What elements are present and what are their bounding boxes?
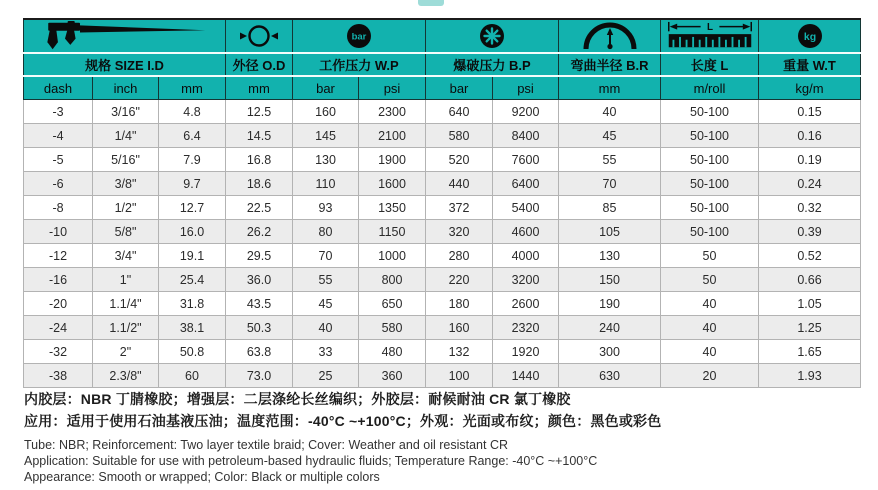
table-row [24,316,861,340]
table-cell: 1.93 [759,364,861,388]
table-cell: 800 [359,268,426,292]
table-cell: 9.7 [159,172,226,196]
wp-header-cell [293,19,426,53]
table-header [24,19,861,100]
table-cell: 580 [359,316,426,340]
table-cell: 50.8 [159,340,226,364]
group-size-id: 规格 SIZE I.D [24,53,226,76]
footer-notes [24,388,864,485]
table-cell: 0.15 [759,100,861,124]
weight-header-cell [759,19,861,53]
table-cell: -16 [24,268,93,292]
group-length: 长度 L [661,53,759,76]
table-cell: 1.25 [759,316,861,340]
table-cell: 50-100 [661,196,759,220]
table-cell: 145 [293,124,359,148]
table-cell: 180 [426,292,493,316]
table-cell: 132 [426,340,493,364]
table-cell: 372 [426,196,493,220]
table-cell: -20 [24,292,93,316]
table-cell: 3/4" [93,244,159,268]
group-burst-pressure: 爆破压力 B.P [426,53,559,76]
table-cell: 60 [159,364,226,388]
table-cell: 85 [559,196,661,220]
od-header-cell [226,19,293,53]
table-cell: 73.0 [226,364,293,388]
svg-text:bar: bar [351,31,367,43]
table-cell: -8 [24,196,93,220]
unit-bp-bar: bar [426,76,493,100]
table-cell: 3200 [493,268,559,292]
unit-inch: inch [93,76,159,100]
table-cell: 1.1/4" [93,292,159,316]
table-cell: 40 [661,316,759,340]
table-cell: 80 [293,220,359,244]
table-cell: 43.5 [226,292,293,316]
table-cell: 20 [661,364,759,388]
caliper-icon [24,20,225,52]
table-cell: 0.52 [759,244,861,268]
table-cell: 16.8 [226,148,293,172]
table-row [24,148,861,172]
cropped-title-fragment [418,0,444,6]
note-zh-application: 应用：适用于使用石油基液压油；温度范围：-40°C ~+100°C；外观：光面或布纹；颜色：黑色或彩色 [24,413,662,429]
unit-kg-m: kg/m [759,76,861,100]
bp-header-cell [426,19,559,53]
table-body [24,100,861,388]
unit-row [24,76,861,100]
group-bend-radius: 弯曲半径 B.R [559,53,661,76]
table-cell: 630 [559,364,661,388]
table-cell: 45 [559,124,661,148]
table-cell: 320 [426,220,493,244]
table-cell: 1440 [493,364,559,388]
table-cell: 45 [293,292,359,316]
table-cell: 240 [559,316,661,340]
table-cell: 25.4 [159,268,226,292]
table-cell: 2100 [359,124,426,148]
unit-mm-od: mm [226,76,293,100]
table-cell: 1000 [359,244,426,268]
note-zh-construction: 内胶层：NBR 丁腈橡胶；增强层：二层涤纶长丝编织；外胶层：耐候耐油 CR 氯丁橡胶 [24,391,571,407]
table-cell: 55 [559,148,661,172]
table-cell: 50.3 [226,316,293,340]
table-cell: 50-100 [661,148,759,172]
table-row [24,100,861,124]
group-outer-diameter: 外径 O.D [226,53,293,76]
table-cell: 360 [359,364,426,388]
table-cell: 7.9 [159,148,226,172]
table-cell: 2" [93,340,159,364]
weight-kg-icon [759,20,860,52]
table-cell: 130 [293,148,359,172]
table-cell: 5/16" [93,148,159,172]
svg-text:L: L [706,21,713,33]
hose-spec-table [23,18,861,388]
table-cell: 5400 [493,196,559,220]
table-cell: 220 [426,268,493,292]
table-cell: 1.05 [759,292,861,316]
table-cell: 0.24 [759,172,861,196]
table-cell: 31.8 [159,292,226,316]
table-cell: 1600 [359,172,426,196]
table-cell: -12 [24,244,93,268]
table-cell: 3/16" [93,100,159,124]
table-row [24,268,861,292]
table-row [24,124,861,148]
group-working-pressure: 工作压力 W.P [293,53,426,76]
table-row [24,220,861,244]
note-en-application: Application: Suitable for use with petroleum-based hydraulic fluids; Temperature Range: -40°C ~+100°C [24,454,598,468]
table-cell: -10 [24,220,93,244]
unit-wp-bar: bar [293,76,359,100]
table-cell: 1/4" [93,124,159,148]
unit-wp-psi: psi [359,76,426,100]
table-cell: 70 [559,172,661,196]
icon-row [24,19,861,53]
table-cell: 3/8" [93,172,159,196]
table-cell: 480 [359,340,426,364]
group-label-row [24,53,861,76]
table-cell: 1/2" [93,196,159,220]
table-cell: 0.19 [759,148,861,172]
table-cell: 14.5 [226,124,293,148]
table-cell: 50 [661,244,759,268]
table-cell: 9200 [493,100,559,124]
table-cell: 0.32 [759,196,861,220]
table-cell: -24 [24,316,93,340]
table-cell: 160 [293,100,359,124]
table-cell: 70 [293,244,359,268]
table-cell: 0.66 [759,268,861,292]
note-en-construction: Tube: NBR; Reinforcement: Two layer textile braid; Cover: Weather and oil resistant CR [24,438,509,452]
table-cell: 100 [426,364,493,388]
table-cell: 5/8" [93,220,159,244]
table-cell: 2300 [359,100,426,124]
length-ruler-icon [661,20,758,52]
bend-radius-icon [559,20,660,52]
table-row [24,292,861,316]
table-cell: 50-100 [661,172,759,196]
table-cell: 16.0 [159,220,226,244]
svg-text:kg: kg [803,31,816,43]
unit-m-roll: m/roll [661,76,759,100]
table-row [24,340,861,364]
table-cell: 12.5 [226,100,293,124]
table-cell: 640 [426,100,493,124]
table-cell: 1.1/2" [93,316,159,340]
table-cell: 650 [359,292,426,316]
table-cell: 1.65 [759,340,861,364]
table-cell: 6.4 [159,124,226,148]
table-cell: -32 [24,340,93,364]
unit-br-mm: mm [559,76,661,100]
unit-dash: dash [24,76,93,100]
table-cell: 0.16 [759,124,861,148]
table-cell: 8400 [493,124,559,148]
table-cell: 6400 [493,172,559,196]
length-header-cell [661,19,759,53]
table-cell: 50-100 [661,124,759,148]
table-cell: 1" [93,268,159,292]
table-cell: -38 [24,364,93,388]
table-cell: 105 [559,220,661,244]
table-cell: 150 [559,268,661,292]
table-cell: 110 [293,172,359,196]
table-cell: 2600 [493,292,559,316]
table-cell: 38.1 [159,316,226,340]
table-cell: -5 [24,148,93,172]
table-cell: 7600 [493,148,559,172]
table-cell: 580 [426,124,493,148]
table-cell: -6 [24,172,93,196]
table-cell: 300 [559,340,661,364]
table-cell: 18.6 [226,172,293,196]
table-row [24,364,861,388]
table-cell: -4 [24,124,93,148]
table-cell: 280 [426,244,493,268]
unit-bp-psi: psi [493,76,559,100]
table-cell: 2.3/8" [93,364,159,388]
table-cell: 40 [661,292,759,316]
table-cell: 93 [293,196,359,220]
table-cell: 4.8 [159,100,226,124]
table-row [24,244,861,268]
table-cell: 190 [559,292,661,316]
table-cell: 2320 [493,316,559,340]
table-row [24,196,861,220]
table-cell: 4600 [493,220,559,244]
table-cell: 520 [426,148,493,172]
table-cell: 55 [293,268,359,292]
table-cell: 50-100 [661,220,759,244]
table-cell: 1920 [493,340,559,364]
table-cell: 40 [559,100,661,124]
br-header-cell [559,19,661,53]
table-cell: 63.8 [226,340,293,364]
table-cell: 1150 [359,220,426,244]
table-cell: 19.1 [159,244,226,268]
table-cell: 0.39 [759,220,861,244]
table-cell: 40 [661,340,759,364]
bar-pressure-icon [293,20,425,52]
size-header-cell [24,19,226,53]
table-cell: 12.7 [159,196,226,220]
table-cell: 25 [293,364,359,388]
outer-diameter-icon [226,20,292,52]
table-cell: 50 [661,268,759,292]
table-cell: 440 [426,172,493,196]
table-cell: 4000 [493,244,559,268]
table-cell: 1350 [359,196,426,220]
group-weight: 重量 W.T [759,53,861,76]
table-cell: 22.5 [226,196,293,220]
table-cell: 130 [559,244,661,268]
table-cell: -3 [24,100,93,124]
table-cell: 29.5 [226,244,293,268]
table-row [24,172,861,196]
burst-icon [426,20,558,52]
table-cell: 160 [426,316,493,340]
unit-mm-id: mm [159,76,226,100]
table-cell: 1900 [359,148,426,172]
table-cell: 36.0 [226,268,293,292]
table-cell: 40 [293,316,359,340]
note-en-appearance: Appearance: Smooth or wrapped; Color: Black or multiple colors [24,470,380,484]
table-cell: 50-100 [661,100,759,124]
table-cell: 33 [293,340,359,364]
table-cell: 26.2 [226,220,293,244]
